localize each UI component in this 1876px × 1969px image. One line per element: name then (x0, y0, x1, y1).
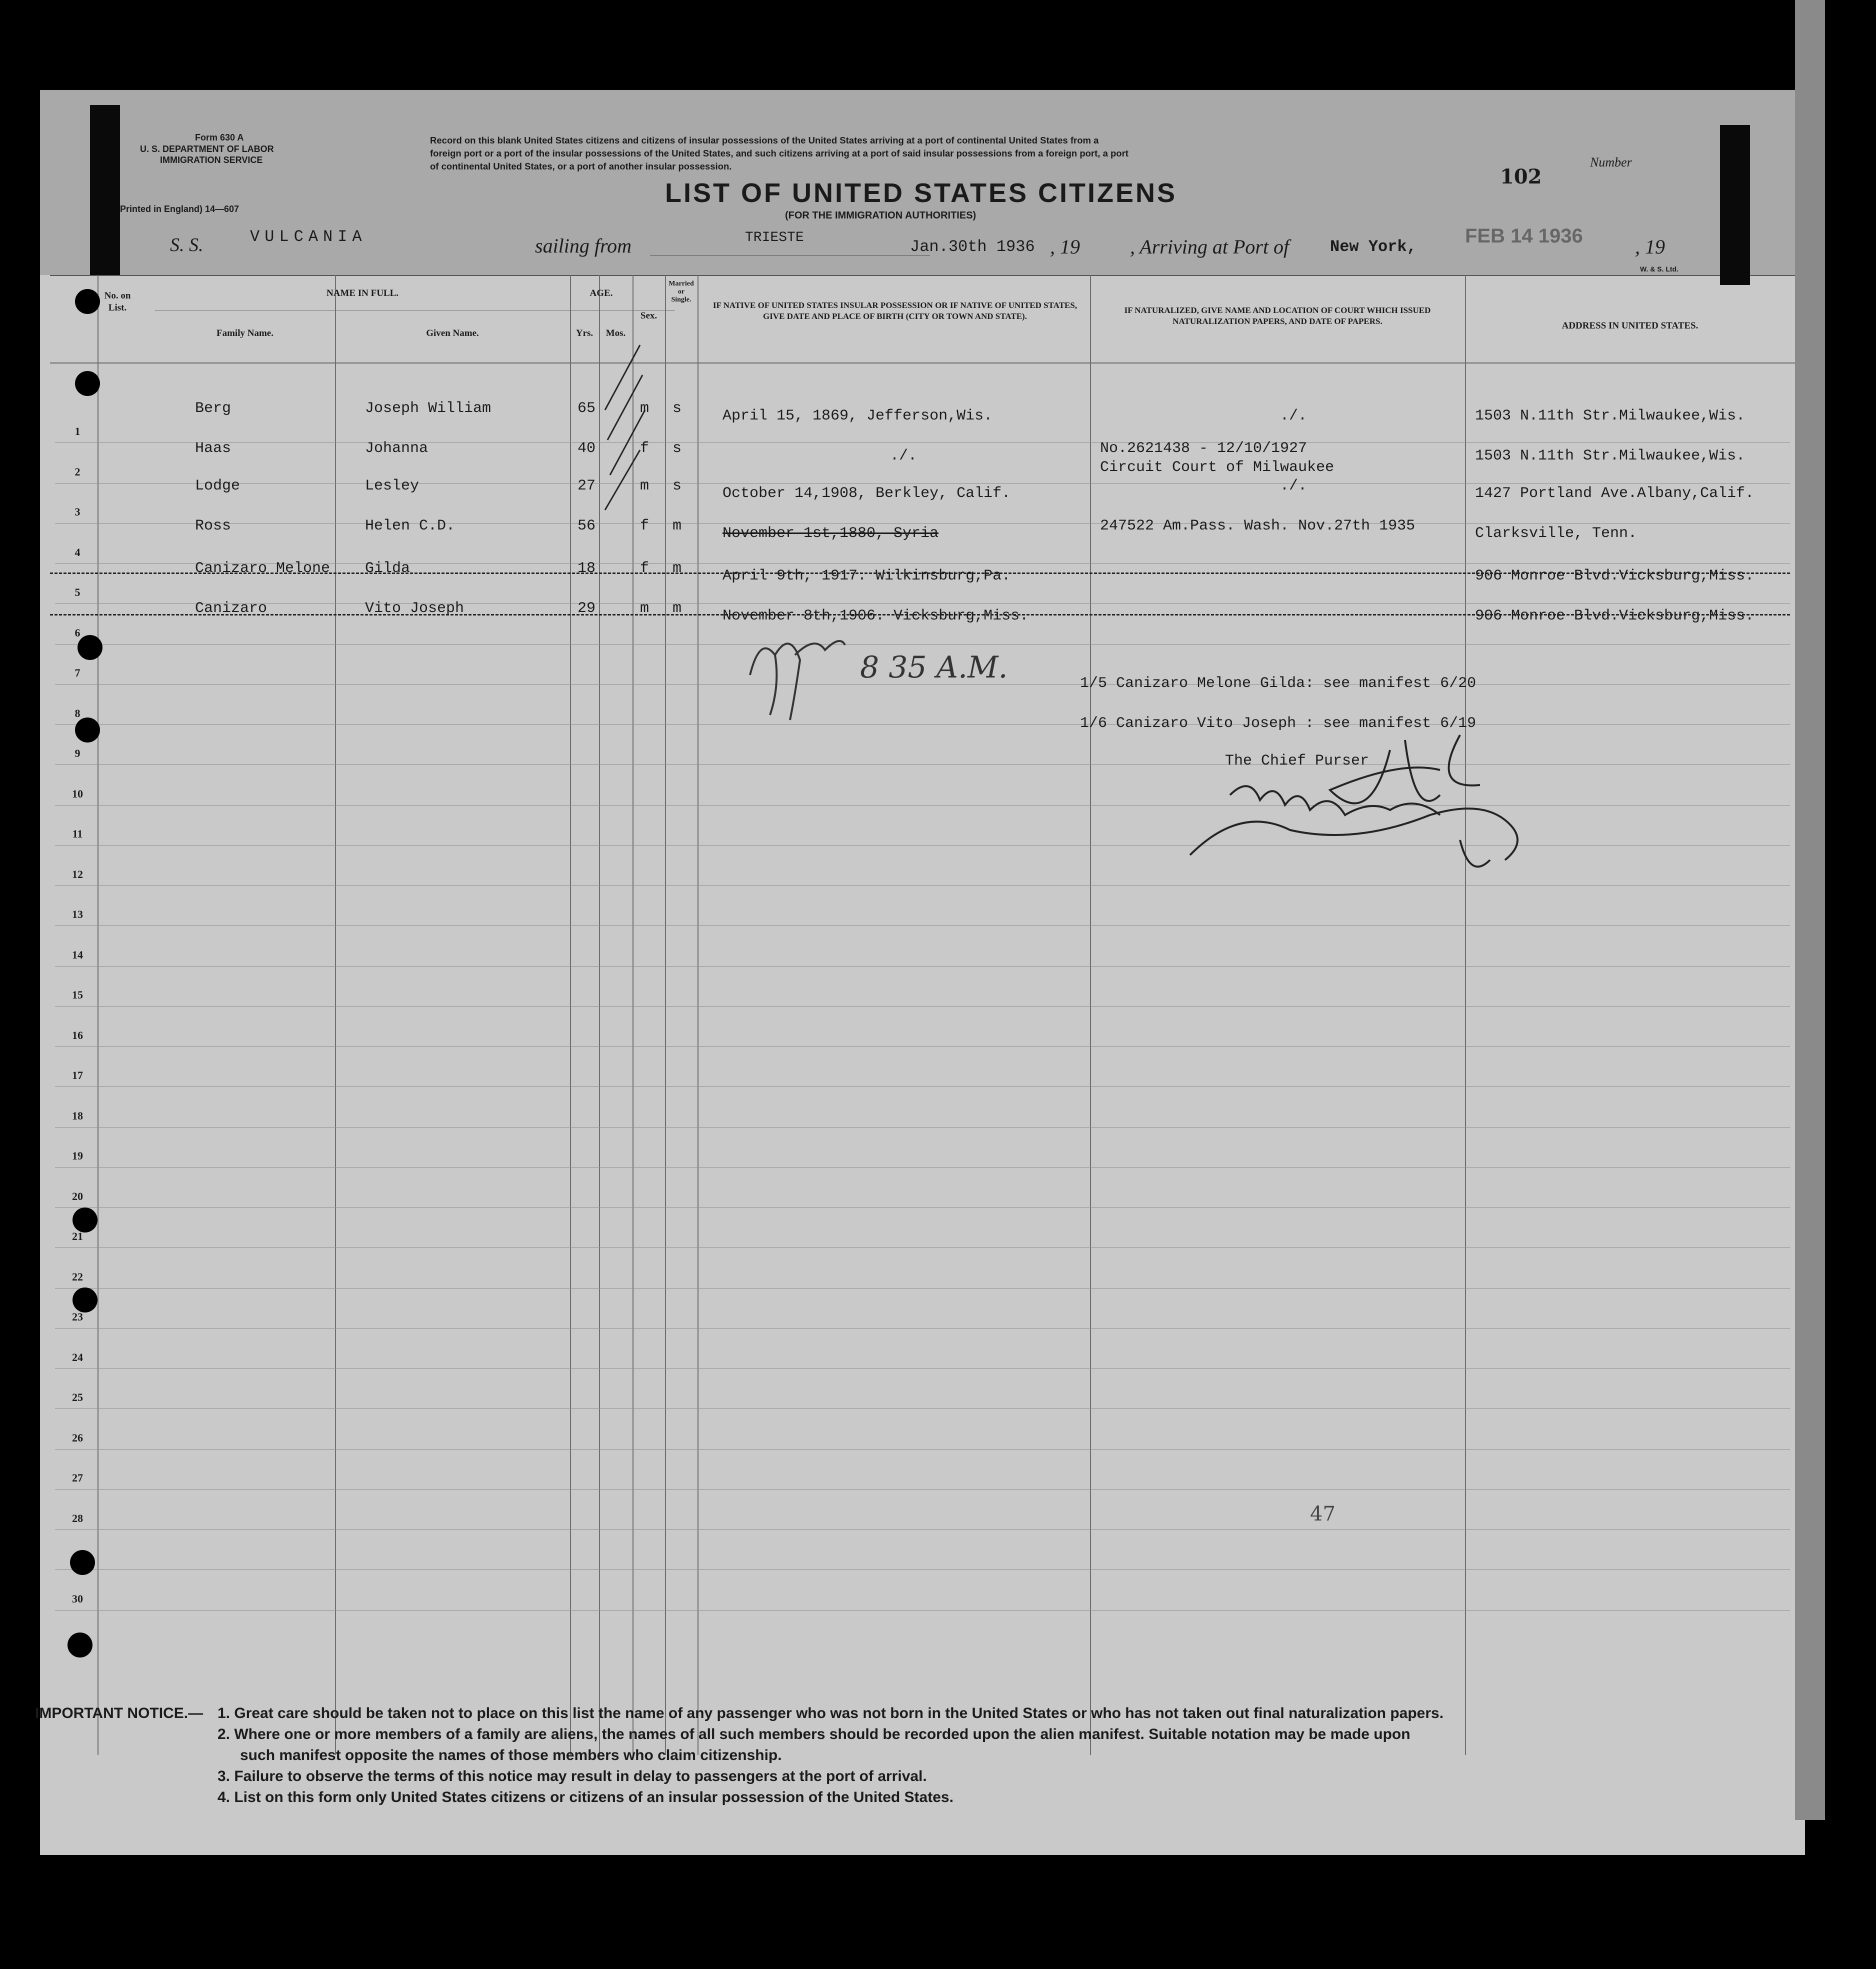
punch-hole (68, 1632, 92, 1658)
col-address: ADDRESS IN UNITED STATES. (1562, 320, 1698, 331)
year-prefix-1: , 19 (1050, 236, 1080, 258)
row-rule (55, 1086, 1790, 1087)
passenger-family: Lodge (195, 478, 240, 494)
row-number: 26 (72, 1431, 83, 1444)
passenger-given: Johanna (365, 440, 428, 457)
passenger-age: 29 (578, 600, 596, 617)
row-number: 12 (72, 868, 83, 880)
row-rule (55, 1167, 1790, 1168)
binding-clip-right (1720, 125, 1750, 285)
passenger-address: 906 Monroe Blvd.Vicksburg,Miss. (1475, 608, 1754, 624)
passenger-given: Lesley (365, 478, 420, 494)
col-divider (665, 275, 666, 1755)
passenger-family: Ross (195, 518, 232, 534)
col-no-on-list: No. on List. (104, 290, 131, 313)
passenger-marital: s (672, 400, 682, 417)
row-number: 28 (72, 1512, 83, 1524)
page-title: LIST OF UNITED STATES CITIZENS (665, 178, 1177, 208)
form-number: Form 630 A (195, 132, 244, 142)
passenger-birth: November 1st,1880, Syria (722, 525, 939, 542)
row-rule (55, 1408, 1790, 1409)
passenger-address: 1427 Portland Ave.Albany,Calif. (1475, 485, 1754, 502)
row-rule (55, 1046, 1790, 1047)
punch-hole (72, 1208, 98, 1232)
row-number: 20 (72, 1190, 83, 1202)
notice-item-2-cont: such manifest opposite the names of those members who claim citizenship. (240, 1747, 782, 1764)
row-number: 6 (74, 626, 80, 639)
passenger-birth: April 9th, 1917. Wilkinsburg,Pa. (722, 568, 1011, 584)
header-bottom-rule (50, 362, 1795, 364)
ship-name: VULCANIA (250, 228, 367, 246)
note-row-5: 1/5 Canizaro Melone Gilda: see manifest 6/20 (1080, 675, 1476, 692)
notice-item-1: 1. Great care should be taken not to place on this list the name of any passenger who was not born in the United States or who has not taken out final naturalization papers. (218, 1705, 1444, 1722)
passenger-age: 56 (578, 518, 596, 534)
passenger-age: 40 (578, 440, 596, 457)
row-number: 15 (72, 988, 83, 1001)
number-label: Number (1590, 155, 1632, 170)
col-married-single: Married or Single. (668, 280, 694, 304)
passenger-birth: October 14,1908, Berkley, Calif. (722, 485, 1011, 502)
passenger-natur1: 247522 Am.Pass. Wash. Nov.27th 1935 (1100, 518, 1416, 534)
purser-label: The Chief Purser (1225, 752, 1370, 770)
row-number: 1 (74, 425, 80, 438)
row-number: 19 (72, 1150, 83, 1162)
sailing-from-label: sailing from (535, 234, 632, 257)
row-number: 8 (74, 706, 80, 720)
arrival-date-stamp: FEB 14 1936 (1465, 225, 1583, 247)
notice-item-4: 4. List on this form only United States citizens or citizens of an insular possession of the United States. (218, 1789, 954, 1806)
col-sex: Sex. (640, 310, 658, 321)
row-number: 27 (72, 1472, 83, 1484)
sailing-from-underline (650, 255, 930, 256)
col-birth: IF NATIVE OF UNITED STATES INSULAR POSSESSION OR IF NATIVE OF UNITED STATES, GIVE DATE AND PLACE OF BIRTH (CITY OR TOWN AND STATE). (712, 300, 1078, 321)
passenger-family: Haas (195, 440, 232, 457)
col-given-name: Given Name. (426, 328, 479, 338)
col-name-in-full: NAME IN FULL. (326, 288, 399, 298)
passenger-family: Berg (195, 400, 232, 417)
service: IMMIGRATION SERVICE (160, 155, 263, 165)
row-number: 13 (72, 908, 83, 920)
passenger-marital: s (672, 478, 682, 494)
passenger-age: 65 (578, 400, 596, 417)
passenger-age: 27 (578, 478, 596, 494)
notice-item-2: 2. Where one or more members of a family are aliens, the names of all such members should be recorded upon the alien manifest. Suitable notation may be made upon (218, 1726, 1410, 1742)
row-number: 4 (74, 546, 80, 558)
row-number: 14 (72, 948, 83, 961)
passenger-given: Joseph William (365, 400, 492, 417)
printed-note: Printed in England) 14—607 (120, 204, 240, 214)
arriving-label: , Arriving at Port of (1130, 236, 1290, 258)
intro-line-1: Record on this blank United States citizens and citizens of insular possessions of the United States arriving at a port of continental United States from a (430, 135, 1099, 146)
row-number: 11 (72, 828, 83, 840)
punch-hole (75, 289, 100, 314)
row-number: 16 (72, 1028, 83, 1042)
row-number: 17 (72, 1069, 83, 1082)
row-number: 21 (72, 1230, 83, 1242)
row-number: 9 (74, 747, 80, 760)
punch-hole (70, 1550, 95, 1575)
intro-line-2: foreign port or a port of the insular possessions of the United States, and such citizens arriving at a port of said insular possessions from a foreign port, a port (430, 148, 1128, 158)
list-number: 102 (1500, 165, 1542, 188)
passenger-birth: November 8th,1906. Vicksburg,Miss. (722, 608, 1029, 624)
page-edge-shadow (1795, 0, 1825, 1820)
passenger-family: Canizaro Melone (195, 560, 330, 577)
passenger-natur1: ./. (1280, 408, 1308, 424)
row-rule (55, 1368, 1790, 1369)
department: U. S. DEPARTMENT OF LABOR (140, 144, 274, 154)
col-divider (1090, 275, 1091, 1755)
passenger-marital: m (672, 560, 682, 577)
printer-mark: W. & S. Ltd. (1640, 265, 1678, 273)
passenger-address: 1503 N.11th Str.Milwaukee,Wis. (1475, 408, 1746, 424)
row-number: 18 (72, 1109, 83, 1122)
passenger-sex: f (640, 560, 650, 577)
row-rule (55, 1127, 1790, 1128)
sailing-date: Jan.30th 1936 (910, 238, 1035, 256)
passenger-marital: m (672, 518, 682, 534)
row-number: 5 (74, 586, 80, 598)
col-divider (1465, 275, 1466, 1755)
handwritten-time: 8 35 A.M. (860, 650, 1008, 685)
col-family-name: Family Name. (216, 328, 274, 338)
punch-hole (72, 1288, 98, 1312)
punch-hole (78, 635, 102, 660)
col-divider (570, 275, 571, 1755)
passenger-sex: f (640, 440, 650, 457)
passenger-birth: ./. (890, 448, 918, 464)
col-age: AGE. (590, 288, 613, 298)
row-rule (55, 483, 1790, 484)
note-row-6: 1/6 Canizaro Vito Joseph : see manifest 6/19 (1080, 715, 1476, 732)
passenger-family: Canizaro (195, 600, 268, 617)
col-yrs: Yrs. (576, 328, 594, 338)
page-number: 47 (1310, 1502, 1336, 1526)
passenger-natur1: No.2621438 - 12/10/1927 (1100, 440, 1308, 457)
row-rule (55, 1489, 1790, 1490)
row-number: 30 (72, 1592, 83, 1605)
notice-item-3: 3. Failure to observe the terms of this notice may result in delay to passengers at the port of arrival. (218, 1768, 927, 1784)
manifest-sheet (35, 90, 1805, 1855)
port-from: TRIESTE (745, 230, 804, 246)
passenger-given: Helen C.D. (365, 518, 456, 534)
passenger-marital: s (672, 440, 682, 457)
intro-line-3: of continental United States, or a port of another insular possession. (430, 161, 732, 172)
row-number: 2 (74, 465, 80, 478)
passenger-sex: m (640, 400, 650, 417)
passenger-natur2: Circuit Court of Milwaukee (1100, 459, 1334, 476)
punch-hole (75, 371, 100, 396)
row-number: 23 (72, 1310, 83, 1323)
passenger-address: 906 Monroe Blvd.Vicksburg,Miss. (1475, 568, 1754, 584)
passenger-sex: m (640, 600, 650, 617)
row-rule (55, 442, 1790, 443)
punch-hole (75, 718, 100, 742)
passenger-given: Gilda (365, 560, 410, 577)
row-number: 22 (72, 1270, 83, 1283)
col-divider (335, 275, 336, 1755)
passenger-sex: f (640, 518, 650, 534)
row-number: 7 (74, 666, 80, 679)
purser-signature (1180, 730, 1590, 880)
row-number: 24 (72, 1350, 83, 1364)
table-top-border (50, 275, 1795, 276)
row-number: 10 (72, 787, 83, 800)
row-rule (55, 1449, 1790, 1450)
row-number: 25 (72, 1391, 83, 1404)
passenger-marital: m (672, 600, 682, 617)
binding-clip-left (90, 105, 120, 275)
row-rule (55, 523, 1790, 524)
page-subtitle: (FOR THE IMMIGRATION AUTHORITIES) (785, 210, 976, 221)
row-5-strikeout (50, 572, 1790, 574)
passenger-sex: m (640, 478, 650, 494)
year-prefix-2: , 19 (1635, 236, 1665, 258)
arrival-port: New York, (1330, 238, 1416, 256)
passenger-age: 18 (578, 560, 596, 577)
col-mos: Mos. (606, 328, 626, 338)
passenger-address: Clarksville, Tenn. (1475, 525, 1638, 542)
col-naturalized: IF NATURALIZED, GIVE NAME AND LOCATION OF COURT WHICH ISSUED NATURALIZATION PAPERS, AND DATE OF PAPERS. (1124, 306, 1431, 326)
passenger-given: Vito Joseph (365, 600, 464, 617)
passenger-address: 1503 N.11th Str.Milwaukee,Wis. (1475, 448, 1746, 464)
notice-heading: IMPORTANT NOTICE.— (35, 1705, 204, 1722)
passenger-natur1: ./. (1280, 478, 1308, 494)
ss-label: S. S. (170, 234, 204, 256)
passenger-birth: April 15, 1869, Jefferson,Wis. (722, 408, 993, 424)
row-number: 3 (74, 506, 80, 518)
